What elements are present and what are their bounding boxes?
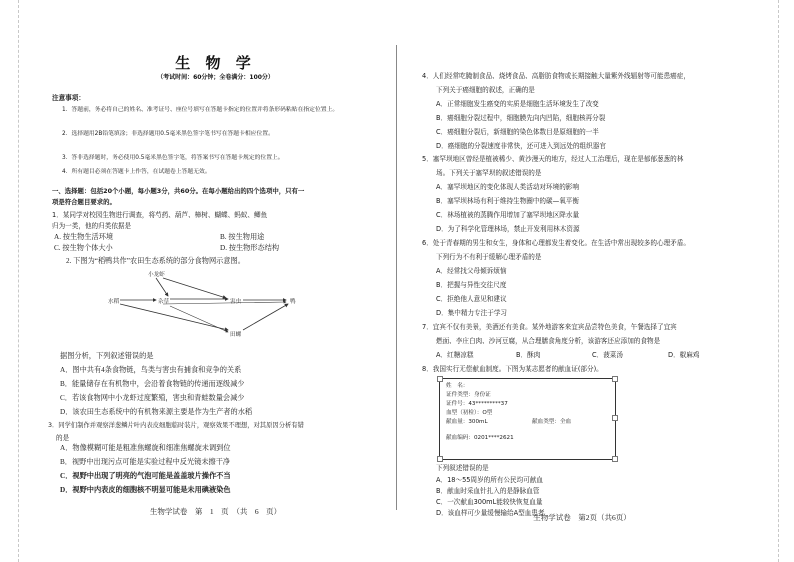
q5-option-d[interactable]: D．为了科学化管理林场，禁止开发利用林木资源: [436, 225, 580, 233]
card-donation-code: 献血编码：0201****2621: [446, 435, 514, 441]
page-gutter-line: [18, 0, 19, 562]
q1-option-b[interactable]: B. 按生物用途: [220, 233, 265, 241]
q8-option-a[interactable]: A．18～55周岁的所有公民均可献血: [436, 476, 544, 484]
q2-option-b[interactable]: B．能量储存在有机物中，会沿着食物链的传递而逐级减少: [60, 380, 245, 388]
q4-option-c[interactable]: C．癌细胞分裂后，新细胞的染色体数目是原细胞的一半: [436, 128, 599, 136]
q1-stem-cont: 归为一类，他的归类依据是: [52, 222, 132, 230]
q6-stem-cont: 下列行为不有利于缓解心理矛盾的是: [436, 253, 542, 261]
q1-stem: 1．某同学对校园生物进行调查，将芍药、葫芦、樟树、蝴蝶、蚂蚁、鲫鱼: [52, 211, 268, 219]
resize-handle[interactable]: [612, 456, 618, 462]
q3-option-d[interactable]: D．视野中内表皮的细胞核不明显可能是未用碘液染色: [60, 486, 231, 494]
q3-stem: 3．同学们制作并观察洋葱鳞片叶内表皮细胞临时装片，观察效果不理想，对其原因分析有错: [48, 422, 304, 429]
page-divider: [396, 45, 397, 510]
node-label: 水稻: [108, 299, 120, 305]
exam-page-1: [48, 30, 383, 525]
card-name: 姓 名：: [446, 383, 469, 389]
q6-stem: 6．处于青春期的男生和女生，身体和心理都发生着变化。在生活中常出现较多的心理矛盾。: [422, 239, 690, 247]
section-heading: 一、选择题：包括20个小题，每小题3分，共60分。在每小题给出的四个选项中，只有一: [52, 187, 305, 195]
q7-stem-cont: 燃面、李庄白肉、沙河豆腐，从合理膳食角度分析，该游客还应添加的食物是: [436, 337, 661, 345]
q2-option-d[interactable]: D．该农田生态系统中的有机物来源主要是作为生产者的水稻: [60, 408, 253, 416]
exam-subtitle: （考试时间：60分钟；全卷满分：100分）: [157, 74, 274, 81]
q8-option-b[interactable]: B．献血时采血针扎入的是静脉血管: [436, 487, 540, 495]
q5-option-c[interactable]: C．林场植被的蒸腾作用增加了塞罕坝地区降水量: [436, 211, 580, 219]
q7-option-a[interactable]: A．红糖凉糕: [436, 351, 474, 359]
card-blood-type: 血型（初检）：O型: [446, 410, 493, 416]
card-id-number: 证件号：43*********37: [446, 401, 508, 407]
card-volume: 献血量：300mL: [446, 419, 488, 425]
q3-option-a[interactable]: A．物像模糊可能是粗准焦螺旋和细准焦螺旋未调到位: [60, 444, 231, 452]
q4-option-d[interactable]: D．癌细胞的分裂速度非常快，还可进入到远处的组织器官: [436, 142, 606, 150]
q8-stem: 8．我国实行无偿献血制度。下图为某志愿者的献血证(部分)。: [422, 365, 603, 373]
q5-option-a[interactable]: A．塞罕坝地区的变化体现人类活动对环境的影响: [436, 183, 579, 191]
exam-page-2: [412, 30, 752, 525]
q2-stem-cont: 据图分析，下列叙述错误的是: [60, 352, 154, 360]
q5-stem-cont: 场。下列关于塞罕坝的叙述错误的是: [436, 169, 542, 177]
food-web-diagram: [108, 268, 308, 348]
notice-3: 3．答非选择题时，务必使用0.5毫米黑色签字笔，将答案书写在答题卡规定的位置上。: [62, 155, 284, 161]
q4-stem-cont: 下列关于癌细胞的叙述，正确的是: [436, 86, 535, 94]
q4-option-b[interactable]: B．癌细胞分裂过程中，细胞膜先向内凹陷，细胞核再分裂: [436, 114, 606, 122]
q7-option-d[interactable]: D．椒麻鸡: [668, 351, 700, 359]
resize-handle[interactable]: [437, 456, 443, 462]
notice-4: 4．所有题目必须在答题卡上作答，在试题卷上答题无效。: [62, 169, 211, 175]
node-label: 小龙虾: [148, 272, 165, 278]
notice-heading: 注意事项：: [52, 94, 85, 102]
resize-handle[interactable]: [612, 415, 618, 421]
q7-option-b[interactable]: B．酥肉: [516, 351, 541, 359]
q6-option-b[interactable]: B．把握与异性交往尺度: [436, 281, 507, 289]
q5-stem: 5．塞罕坝地区曾经是植被稀少、黄沙漫天的地方，经过人工治理后，现在是郁郁葱葱的林: [422, 155, 684, 163]
notice-2: 2．选择题用2B铅笔填涂；非选择题用0.5毫米黑色签字笔书写在答题卡相应位置。: [62, 131, 274, 137]
q1-option-a[interactable]: A. 按生物生活环境: [54, 233, 114, 241]
page-footer: 生物学试卷 第 1 页 （共 6 页）: [149, 507, 282, 516]
q4-option-a[interactable]: A．正常细胞发生癌变的实质是细胞生活环境发生了改变: [436, 100, 599, 108]
node-label: 鸭: [290, 299, 296, 305]
q2-option-c[interactable]: C．若该食物网中小龙虾过度繁殖，害虫和青蛙数量会减少: [60, 394, 245, 402]
node-label: 田螺: [230, 332, 242, 338]
q6-option-d[interactable]: D．集中精力专注于学习: [436, 309, 508, 317]
q7-stem: 7．宜宾不仅有美景，美酒还有美食。某外地游客来宜宾品尝特色美食，午餐选择了宜宾: [422, 323, 677, 331]
resize-handle[interactable]: [612, 376, 618, 382]
q8-option-d[interactable]: D．该血样可少量缓慢输给A型血患者: [436, 509, 545, 517]
q4-stem: 4．人们经常吃腌制食品、烧烤食品、高脂肪食物或长期接触大量紫外线辐射等可能患癌症，: [422, 72, 690, 80]
page-footer: 生物学试卷 第2页（共6页）: [533, 513, 631, 522]
card-donation-type: 献血类型：全血: [532, 419, 572, 425]
q6-option-c[interactable]: C．拒绝他人意见和建议: [436, 295, 507, 303]
q1-option-d[interactable]: D. 按生物形态结构: [220, 244, 280, 252]
q8-stem-cont: 下列叙述错误的是: [436, 464, 489, 472]
node-label: 害虫: [230, 299, 242, 305]
q7-option-c[interactable]: C．菠菜汤: [592, 351, 623, 359]
q3-option-c[interactable]: C．视野中出现了明亮的气泡可能是盖盖玻片操作不当: [60, 472, 231, 480]
card-id-type: 证件类型：身份证: [446, 392, 491, 398]
exam-title: 生 物 学: [175, 54, 256, 72]
q8-option-c[interactable]: C．一次献血300mL能较快恢复血量: [436, 498, 543, 506]
page-gutter-line: [778, 0, 779, 562]
node-label: 杂草: [158, 299, 170, 305]
q3-option-b[interactable]: B．视野中出现污点可能是实验过程中反光镜未擦干净: [60, 458, 231, 466]
section-heading-cont: 项是符合题目要求的。: [52, 198, 116, 206]
q2-stem: 2. 下图为“稻鸭共作”农田生态系统的部分食物网示意图。: [66, 257, 245, 265]
notice-1: 1．答题前，务必将自己的姓名、准考证号、座位号填写在答题卡指定的位置并将条形码粘贴在指定位置上。: [62, 107, 339, 113]
q6-option-a[interactable]: A．经常找父母倾诉烦恼: [436, 267, 507, 275]
resize-handle[interactable]: [437, 376, 443, 382]
q2-option-a[interactable]: A．图中共有4条食物链，鸟类与害虫有捕食和竞争的关系: [60, 366, 242, 374]
blood-donation-card: [439, 378, 616, 460]
q5-option-b[interactable]: B．塞罕坝林场有利于维持生物圈中的碳—氧平衡: [436, 197, 579, 205]
q1-option-c[interactable]: C. 按生物个体大小: [54, 244, 113, 252]
q3-stem-cont: 的是: [56, 434, 70, 442]
